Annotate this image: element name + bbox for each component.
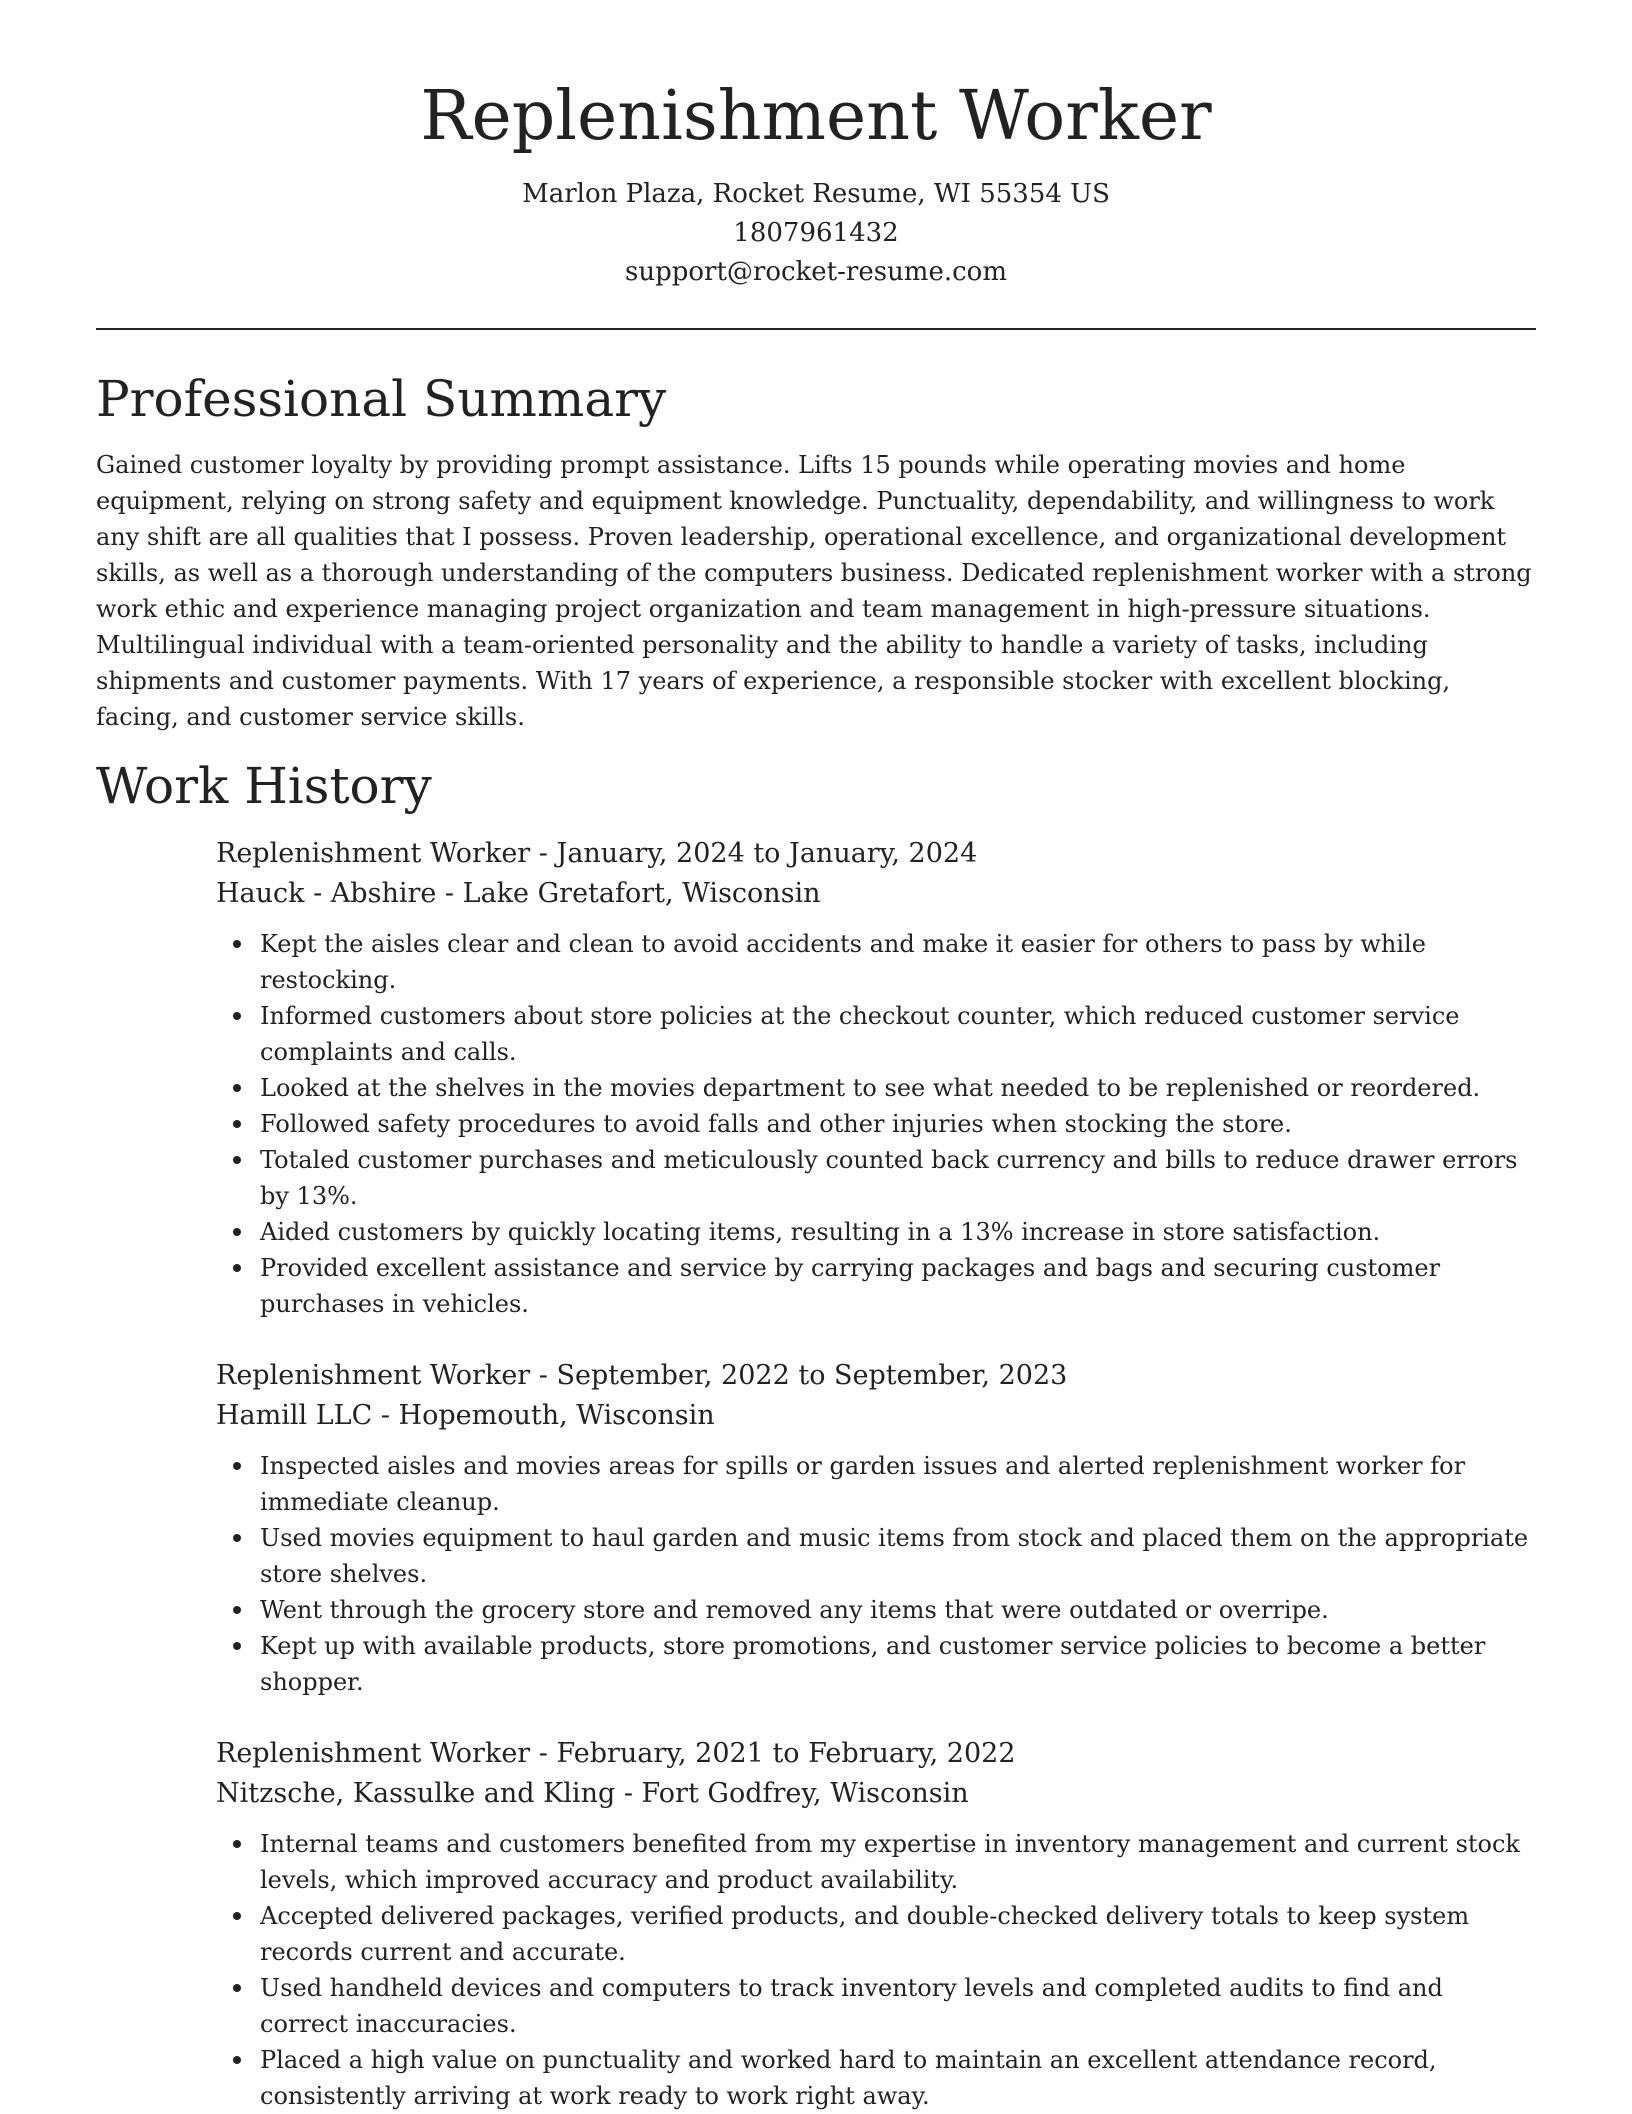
job-entry-2 — [216, 1356, 1536, 1700]
job-company-location: Hamill LLC - Hopemouth, Wisconsin — [216, 1399, 715, 1431]
list-item: Accepted delivered packages, verified products, and double-checked delivery totals to keep system records current and accurate. — [216, 1898, 1536, 1970]
list-item: Used handheld devices and computers to track inventory levels and completed audits to find and correct inaccuracies. — [216, 1970, 1536, 2042]
list-item: Totaled customer purchases and meticulously counted back currency and bills to reduce drawer errors by 13%. — [216, 1142, 1536, 1214]
contact-address: Marlon Plaza, Rocket Resume, WI 55354 US — [522, 178, 1110, 209]
section-heading-work-history: Work History — [96, 756, 432, 815]
job-company-location: Hauck - Abshire - Lake Gretafort, Wisconsin — [216, 877, 821, 909]
contact-phone: 1807961432 — [733, 217, 899, 248]
list-item: Kept up with available products, store promotions, and customer service policies to become a better shopper. — [216, 1628, 1536, 1700]
job-duties-list — [216, 1826, 1536, 2114]
section-heading-summary: Professional Summary — [96, 369, 667, 428]
list-item: Inspected aisles and movies areas for spills or garden issues and alerted replenishment worker for immediate cleanup. — [216, 1448, 1536, 1520]
list-item: Kept the aisles clear and clean to avoid accidents and make it easier for others to pass by while restocking. — [216, 926, 1536, 998]
summary-paragraph: Gained customer loyalty by providing prompt assistance. Lifts 15 pounds while operating movies and home equipment, relying on strong safety and equipment knowledge. Punctuality, dependability, and willingness to work any shift are all qualities that I possess. Proven leadership, operational excellence, and organizational development skills, as well as a thorough understanding of the computers business. Dedicated replenishment worker with a strong work ethic and experience managing project organization and team management in high-pressure situations. Multilingual individual with a team-oriented personality and the ability to handle a variety of tasks, including shipments and customer payments. With 17 years of experience, a responsible stocker with excellent blocking, facing, and customer service skills. — [96, 450, 1532, 731]
job-duties-list — [216, 1448, 1536, 1700]
list-item: Internal teams and customers benefited from my expertise in inventory management and current stock levels, which improved accuracy and product availability. — [216, 1826, 1536, 1898]
list-item: Aided customers by quickly locating items, resulting in a 13% increase in store satisfaction. — [216, 1214, 1536, 1250]
job-entry-1 — [216, 834, 1536, 1322]
list-item: Looked at the shelves in the movies department to see what needed to be replenished or reordered. — [216, 1070, 1536, 1106]
candidate-name: Replenishment Worker — [420, 77, 1212, 156]
job-duties-list — [216, 926, 1536, 1322]
job-title-dates: Replenishment Worker - January, 2024 to January, 2024 — [216, 837, 978, 869]
job-title-dates: Replenishment Worker - September, 2022 to September, 2023 — [216, 1359, 1068, 1391]
resume-header — [96, 77, 1536, 292]
list-item: Went through the grocery store and removed any items that were outdated or overripe. — [216, 1592, 1536, 1628]
job-title-dates: Replenishment Worker - February, 2021 to February, 2022 — [216, 1737, 1016, 1769]
list-item: Used movies equipment to haul garden and music items from stock and placed them on the appropriate store shelves. — [216, 1520, 1536, 1592]
list-item: Informed customers about store policies at the checkout counter, which reduced customer service complaints and calls. — [216, 998, 1536, 1070]
job-company-location: Nitzsche, Kassulke and Kling - Fort Godfrey, Wisconsin — [216, 1777, 969, 1809]
job-entry-3 — [216, 1734, 1536, 2114]
work-history-section — [96, 756, 1536, 2114]
contact-email: support@rocket-resume.com — [624, 256, 1007, 287]
list-item: Followed safety procedures to avoid falls and other injuries when stocking the store. — [216, 1106, 1536, 1142]
professional-summary-section — [96, 369, 1536, 735]
list-item: Placed a high value on punctuality and worked hard to maintain an excellent attendance record, consistently arriving at work ready to work right away. — [216, 2042, 1536, 2114]
list-item: Provided excellent assistance and service by carrying packages and bags and securing customer purchases in vehicles. — [216, 1250, 1536, 1322]
header-divider — [96, 328, 1536, 330]
